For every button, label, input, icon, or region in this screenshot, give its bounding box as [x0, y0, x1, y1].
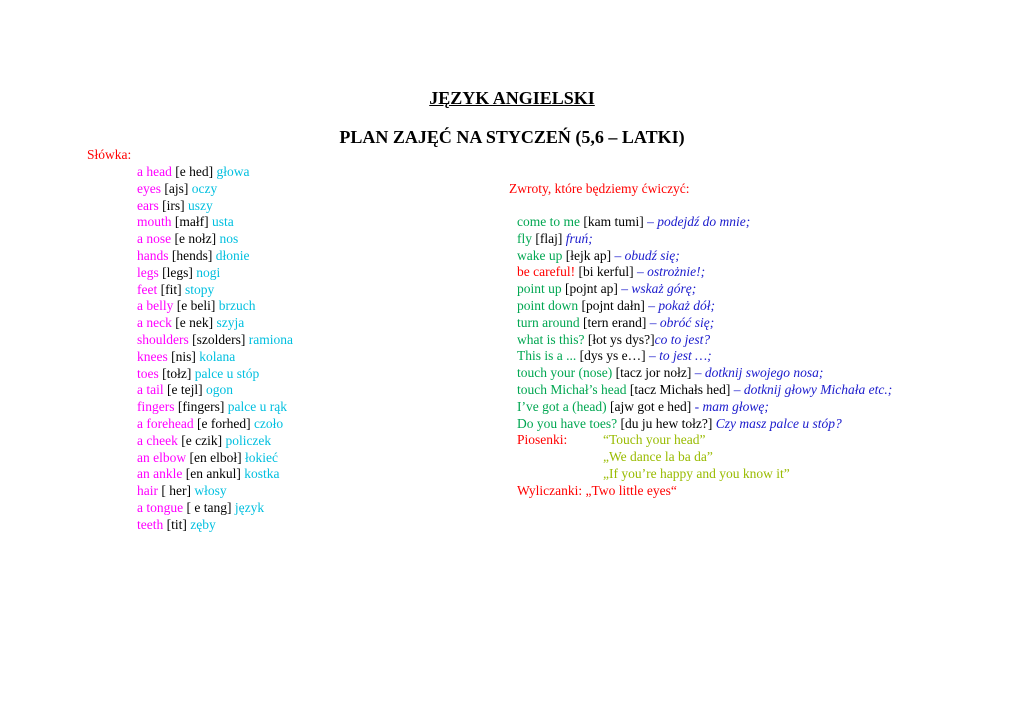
- phrase-item: [517, 231, 892, 248]
- phrase-item: [517, 399, 892, 416]
- phrase-transcription: [du ju hew tołz?]: [620, 415, 713, 431]
- vocab-transcription: [irs]: [162, 197, 185, 213]
- vocab-item: [137, 399, 293, 416]
- phrase-english: come to me: [517, 214, 580, 229]
- vocab-polish: dłonie: [215, 247, 250, 263]
- phrase-separator: –: [633, 264, 648, 280]
- phrase-transcription: [ajw got e hed]: [609, 398, 692, 414]
- vocab-polish: ogon: [205, 382, 233, 398]
- phrase-polish: obudź się;: [624, 247, 680, 263]
- vocab-polish: nos: [219, 231, 239, 247]
- phrase-separator: –: [645, 348, 660, 364]
- vocab-english: fingers: [137, 399, 175, 415]
- vocab-polish: palce u stóp: [194, 365, 260, 381]
- vocab-transcription: [ e tang]: [186, 499, 232, 515]
- vocab-english: a belly: [137, 298, 174, 314]
- vocab-english: a head: [137, 164, 172, 179]
- phrase-english: fly: [517, 230, 532, 246]
- phrase-item: [517, 348, 892, 365]
- page-title: JĘZYK ANGIELSKI: [429, 88, 595, 108]
- vocab-transcription: [e nołz]: [174, 231, 217, 247]
- vocab-polish: stopy: [184, 281, 215, 297]
- phrase-english: This is a ...: [517, 348, 577, 364]
- vocab-transcription: [szolders]: [192, 331, 246, 347]
- vocab-polish: włosy: [194, 483, 227, 499]
- phrase-transcription: [bi kerful]: [578, 264, 634, 280]
- counting-label: Wyliczanki:: [517, 482, 583, 498]
- vocab-english: shoulders: [137, 331, 189, 347]
- vocab-item: [137, 282, 293, 299]
- vocab-transcription: [e tejl]: [167, 382, 203, 398]
- vocab-item: [137, 517, 293, 534]
- phrase-item: [517, 264, 892, 281]
- vocab-english: a neck: [137, 315, 172, 331]
- phrase-transcription: [pojnt ap]: [565, 281, 618, 297]
- phrase-english: what is this?: [517, 331, 585, 347]
- vocab-item: [137, 315, 293, 332]
- vocab-transcription: [e forhed]: [196, 415, 251, 431]
- vocab-transcription: [e beli]: [176, 298, 216, 314]
- vocab-polish: brzuch: [218, 298, 256, 314]
- vocab-polish: nogi: [196, 264, 221, 280]
- vocab-item: [137, 298, 293, 315]
- vocab-polish: zęby: [190, 516, 216, 532]
- vocab-transcription: [tit]: [166, 516, 187, 532]
- page-subtitle: PLAN ZAJĘĆ NA STYCZEŃ (5,6 – LATKI): [339, 127, 685, 147]
- vocab-polish: palce u rąk: [227, 399, 287, 415]
- vocab-english: a tail: [137, 382, 164, 398]
- vocab-english: feet: [137, 281, 158, 297]
- phrase-english: touch your (nose): [517, 365, 613, 381]
- vocab-item: [137, 366, 293, 383]
- vocab-english: mouth: [137, 214, 172, 230]
- phrase-polish: obróć się;: [659, 314, 715, 330]
- vocab-english: a cheek: [137, 432, 178, 448]
- vocab-item: [137, 433, 293, 450]
- vocab-item: [137, 466, 293, 483]
- phrase-polish: dotknij głowy Michała etc.;: [743, 381, 893, 397]
- phrase-transcription: [tacz jor nołz]: [615, 365, 692, 381]
- vocab-polish: usta: [212, 214, 234, 230]
- vocab-english: legs: [137, 264, 159, 280]
- phrase-english: point up: [517, 281, 562, 297]
- vocab-transcription: [tołz]: [162, 365, 192, 381]
- phrase-polish: mam głowę;: [702, 398, 769, 414]
- phrase-item: [517, 332, 892, 349]
- phrase-item: [517, 281, 892, 298]
- vocab-polish: czoło: [253, 415, 284, 431]
- phrase-item: [517, 248, 892, 265]
- phrase-polish: to jest …;: [659, 348, 712, 364]
- vocab-english: ears: [137, 197, 159, 213]
- vocab-item: [137, 214, 293, 231]
- phrase-separator: –: [646, 314, 660, 330]
- vocab-polish: ramiona: [248, 331, 293, 347]
- vocab-transcription: [ajs]: [164, 180, 189, 196]
- vocab-transcription: [ her]: [161, 483, 191, 499]
- song-title: “Touch your head”: [603, 432, 706, 448]
- phrase-separator: -: [691, 398, 703, 414]
- song-title: „If you’re happy and you know it”: [603, 465, 790, 481]
- phrase-separator: –: [643, 214, 658, 229]
- vocab-transcription: [en ankul]: [185, 466, 241, 482]
- phrase-item: [517, 298, 892, 315]
- phrase-english: be careful!: [517, 264, 576, 280]
- vocab-transcription: [e hed]: [175, 164, 214, 179]
- vocab-english: a tongue: [137, 499, 184, 515]
- phrase-polish: pokaż dół;: [658, 297, 716, 313]
- vocab-english: hands: [137, 247, 169, 263]
- counting-title: „Two little eyes“: [582, 482, 677, 498]
- vocab-item: [137, 500, 293, 517]
- vocab-english: knees: [137, 348, 168, 364]
- song-item: [517, 432, 892, 449]
- phrase-item: [517, 214, 892, 231]
- vocab-polish: kolana: [199, 348, 236, 364]
- vocab-item: [137, 332, 293, 349]
- vocab-polish: język: [234, 499, 265, 515]
- vocab-item: [137, 181, 293, 198]
- vocab-english: an elbow: [137, 449, 187, 465]
- phrase-transcription: [tacz Michałs hed]: [629, 381, 731, 397]
- vocab-item: [137, 416, 293, 433]
- phrase-separator: –: [691, 365, 705, 381]
- vocab-item: [137, 349, 293, 366]
- vocab-english: a forehead: [137, 415, 194, 431]
- phrase-item: [517, 315, 892, 332]
- vocab-english: teeth: [137, 516, 164, 532]
- vocab-item: [137, 231, 293, 248]
- vocab-polish: głowa: [216, 164, 250, 179]
- vocab-transcription: [legs]: [162, 264, 193, 280]
- vocab-item: [137, 198, 293, 215]
- vocab-item: [137, 450, 293, 467]
- phrases-heading: Zwroty, które będziemy ćwiczyć:: [509, 181, 690, 196]
- vocab-polish: policzek: [225, 432, 272, 448]
- phrase-list: [517, 214, 892, 500]
- phrase-english: turn around: [517, 314, 580, 330]
- phrase-separator: –: [730, 381, 744, 397]
- phrase-english: I’ve got a (head): [517, 398, 607, 414]
- vocab-heading: Słówka:: [87, 147, 132, 162]
- phrase-transcription: [kam tumi]: [583, 214, 644, 229]
- vocab-english: toes: [137, 365, 159, 381]
- phrase-polish: dotknij swojego nosa;: [704, 365, 824, 381]
- phrase-polish: podejdź do mnie;: [657, 214, 751, 229]
- vocab-transcription: [małf]: [174, 214, 209, 230]
- vocab-item: [137, 248, 293, 265]
- phrase-separator: –: [644, 297, 659, 313]
- vocab-transcription: [hends]: [171, 247, 213, 263]
- phrase-polish: wskaż górę;: [631, 281, 697, 297]
- phrase-transcription: [pojnt dałn]: [581, 297, 645, 313]
- vocab-item: [137, 483, 293, 500]
- phrase-separator: –: [617, 281, 632, 297]
- vocab-item: [137, 164, 293, 181]
- vocab-polish: uszy: [187, 197, 213, 213]
- vocab-transcription: [fingers]: [177, 399, 225, 415]
- vocab-transcription: [e czik]: [181, 432, 223, 448]
- vocab-item: [137, 265, 293, 282]
- phrase-transcription: [tern erand]: [582, 314, 647, 330]
- vocab-transcription: [en elboł]: [189, 449, 242, 465]
- vocab-item: [137, 382, 293, 399]
- vocab-english: eyes: [137, 180, 161, 196]
- song-item: [517, 449, 892, 466]
- vocab-polish: oczy: [191, 180, 218, 196]
- song-item: [517, 466, 892, 483]
- vocab-list: [137, 164, 293, 534]
- phrase-transcription: [łot ys dys?]: [587, 331, 655, 347]
- phrase-english: wake up: [517, 247, 563, 263]
- phrase-item: [517, 365, 892, 382]
- vocab-transcription: [nis]: [171, 348, 196, 364]
- song-title: „We dance la ba da”: [603, 449, 713, 465]
- phrase-polish: co to jest?: [654, 331, 711, 347]
- vocab-transcription: [fit]: [160, 281, 182, 297]
- phrase-item: [517, 416, 892, 433]
- vocab-polish: szyja: [216, 315, 245, 331]
- phrase-transcription: [łejk ap]: [565, 247, 612, 263]
- phrase-transcription: [dys ys e…]: [579, 348, 646, 364]
- vocab-english: hair: [137, 483, 158, 499]
- songs-label: Piosenki:: [517, 432, 568, 448]
- phrase-english: point down: [517, 297, 579, 313]
- phrase-polish: Czy masz palce u stóp?: [715, 415, 842, 431]
- phrase-english: touch Michał’s head: [517, 381, 627, 397]
- vocab-polish: kostka: [244, 466, 280, 482]
- counting-item: [517, 483, 892, 500]
- vocab-english: a nose: [137, 231, 172, 247]
- vocab-polish: łokieć: [244, 449, 278, 465]
- phrase-transcription: [flaj]: [535, 230, 563, 246]
- phrase-item: [517, 382, 892, 399]
- vocab-english: an ankle: [137, 466, 183, 482]
- phrase-english: Do you have toes?: [517, 415, 618, 431]
- phrase-polish: ostrożnie!;: [647, 264, 706, 280]
- vocab-transcription: [e nek]: [175, 315, 214, 331]
- phrase-separator: –: [611, 247, 625, 263]
- phrase-polish: fruń;: [565, 230, 593, 246]
